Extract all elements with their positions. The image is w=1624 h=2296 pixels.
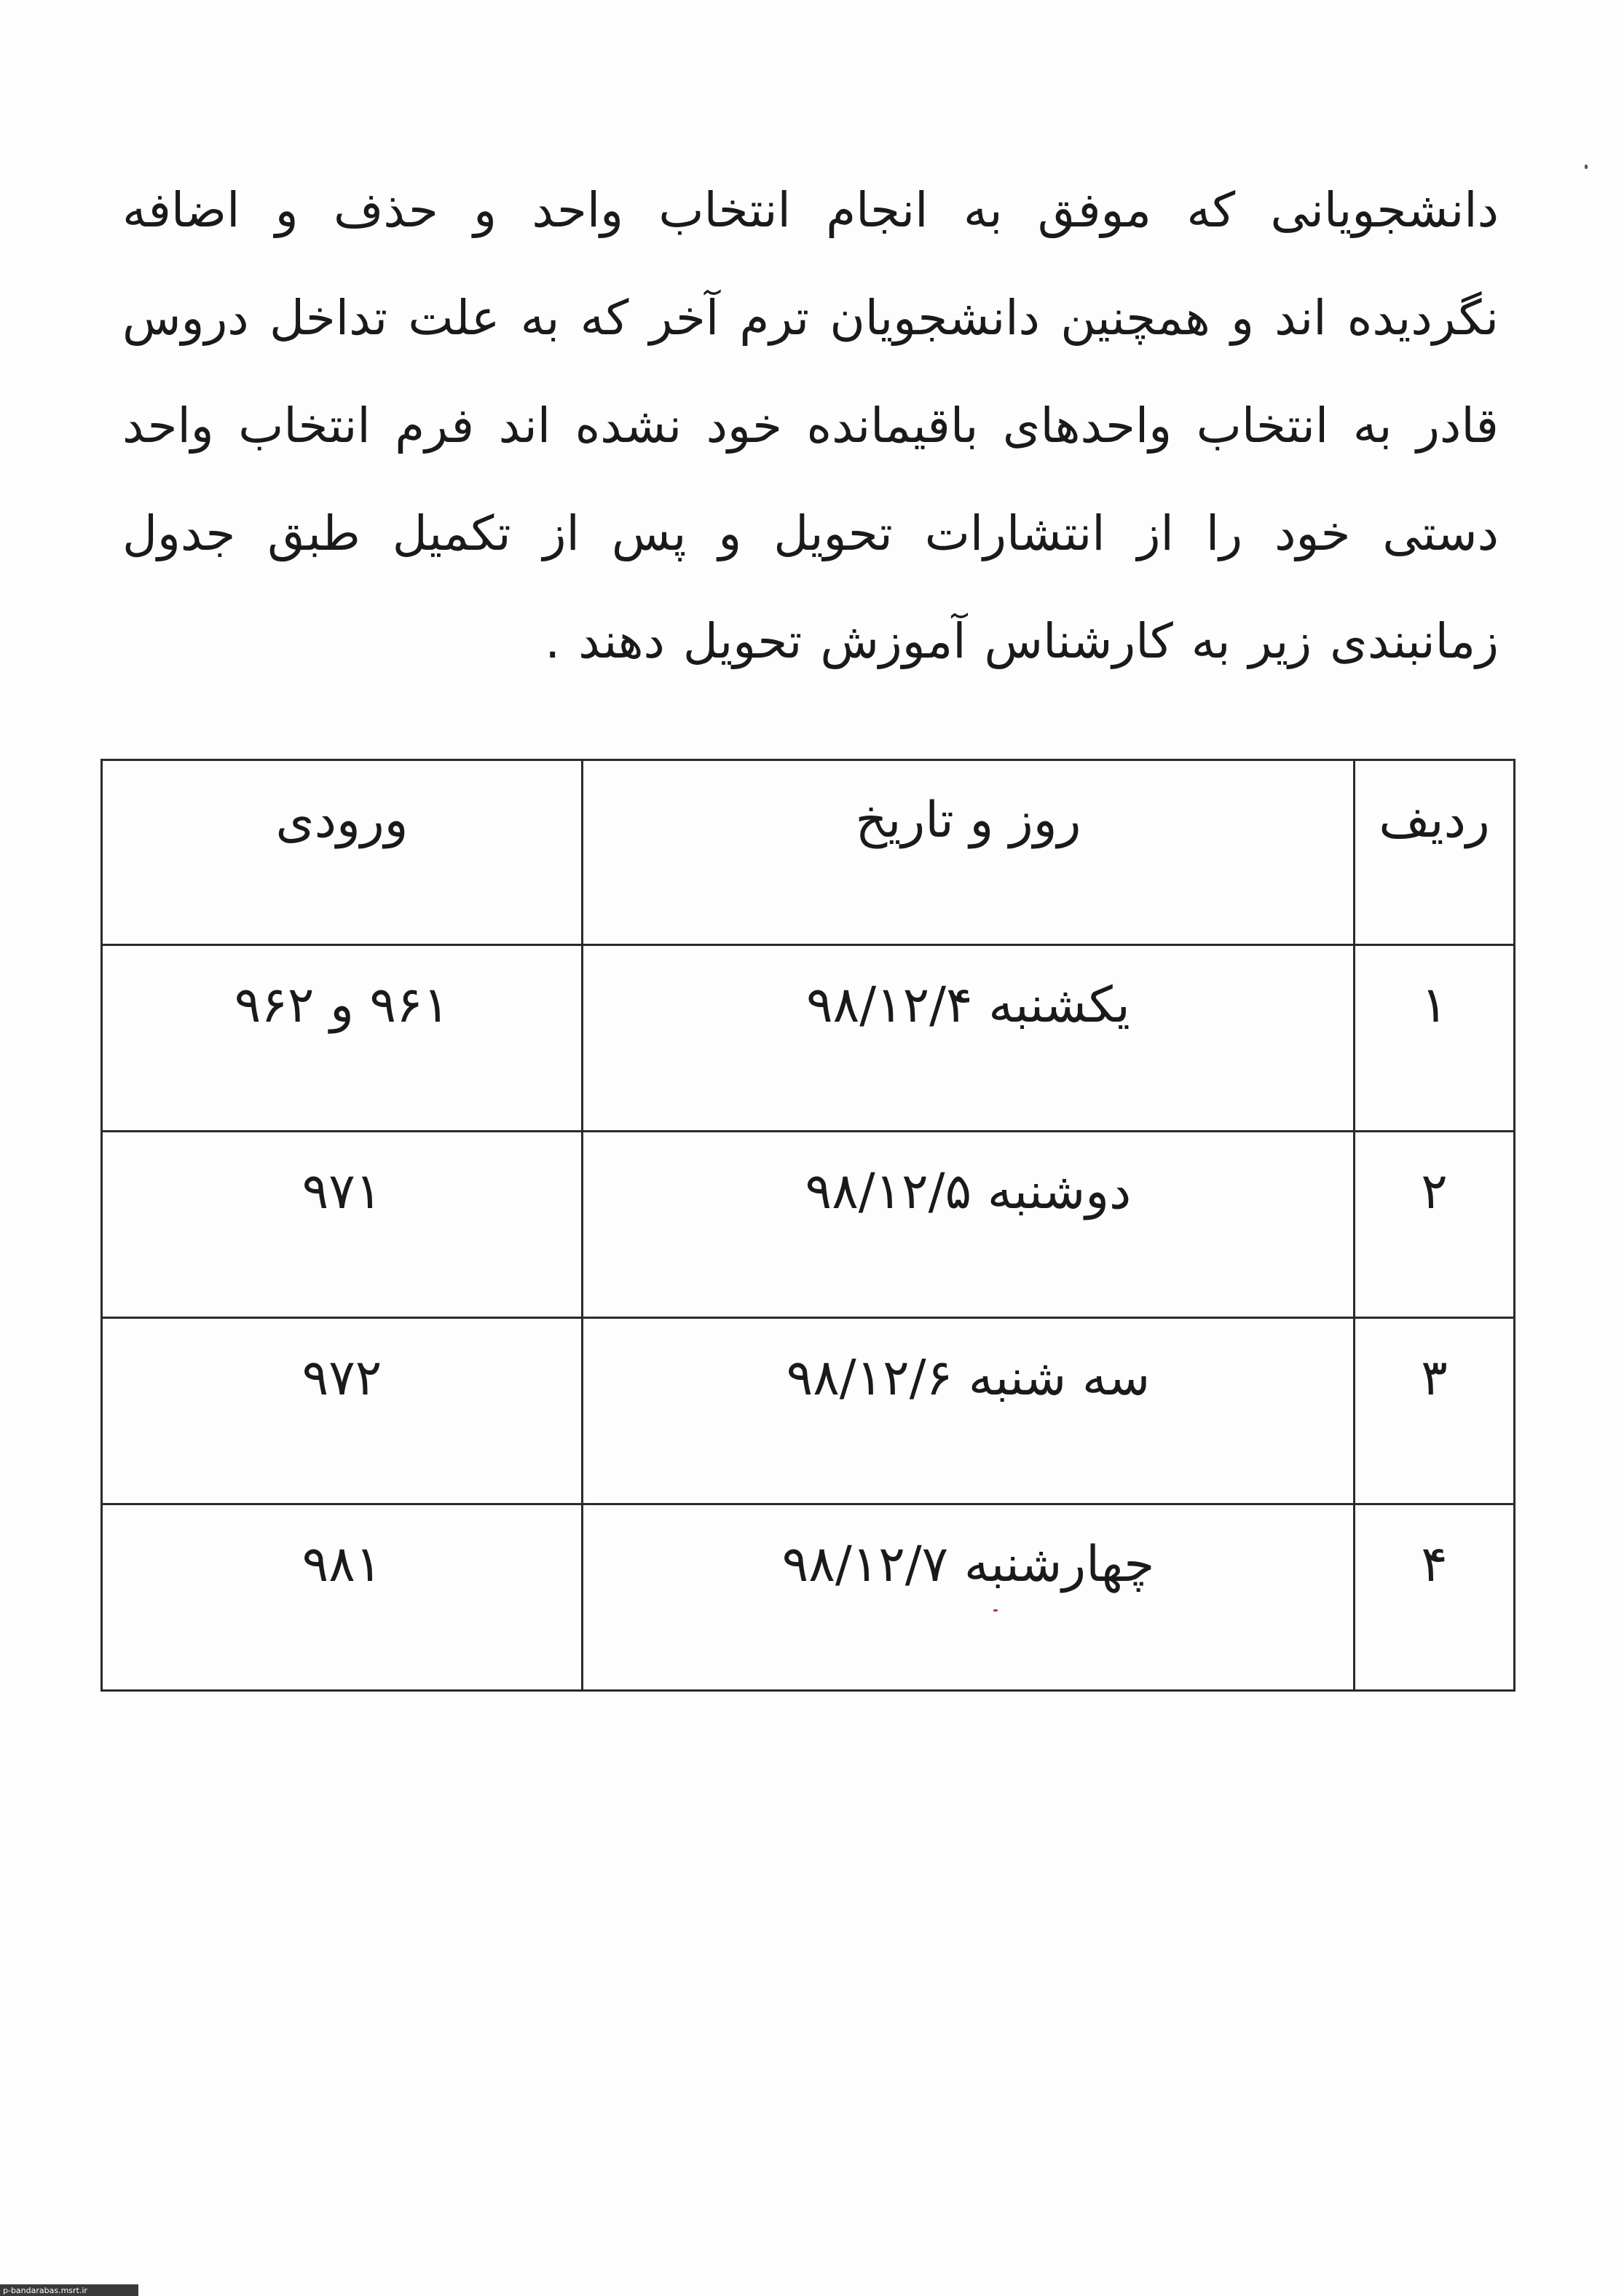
table-row <box>102 1132 1515 1318</box>
day-date-cell: سه شنبه ۹۸/۱۲/۶ <box>583 1318 1355 1504</box>
table-row <box>102 945 1515 1132</box>
day-date-cell: دوشنبه ۹۸/۱۲/۵ <box>583 1132 1355 1318</box>
table-row <box>102 1504 1515 1691</box>
row-number-cell: ۱ <box>1355 945 1515 1132</box>
entry-cell: ۹۶۱ و ۹۶۲ <box>102 945 583 1132</box>
ink-smudge <box>993 1609 998 1611</box>
entry-cell: ۹۸۱ <box>102 1504 583 1691</box>
header-entry: ورودی <box>102 760 583 945</box>
footer-label: p-bandarabas.msrt.ir <box>3 2286 87 2295</box>
announcement-paragraph <box>122 182 1499 721</box>
entry-cell: ۹۷۲ <box>102 1318 583 1504</box>
header-day-and-date: روز و تاریخ <box>583 760 1355 945</box>
paragraph-line: زمانبندی زیر به کارشناس آموزش تحویل دهند . <box>545 613 1499 669</box>
footer-strip <box>0 2284 138 2296</box>
row-number-cell: ۴ <box>1355 1504 1515 1691</box>
paragraph-line: قادر به انتخاب واحدهای باقیمانده خود نشده اند فرم انتخاب واحد <box>122 398 1499 454</box>
paragraph-line: دانشجویانی که موفق به انجام انتخاب واحد و حذف و اضافه <box>122 182 1499 238</box>
table-header-row <box>102 760 1515 945</box>
paragraph-line: دستی خود را از انتشارات تحویل و پس از تکمیل طبق جدول <box>122 505 1499 561</box>
paragraph-line: نگردیده اند و همچنین دانشجویان ترم آخر که به علت تداخل دروس <box>122 290 1499 346</box>
table-row <box>102 1318 1515 1504</box>
day-date-cell: یکشنبه ۹۸/۱۲/۴ <box>583 945 1355 1132</box>
entry-cell: ۹۷۱ <box>102 1132 583 1318</box>
day-date-cell: چهارشنبه ۹۸/۱۲/۷ <box>583 1504 1355 1691</box>
row-number-cell: ۳ <box>1355 1318 1515 1504</box>
row-number-cell: ۲ <box>1355 1132 1515 1318</box>
schedule-table <box>100 759 1515 1692</box>
header-row-number: ردیف <box>1355 760 1515 945</box>
scan-speck <box>1585 165 1588 169</box>
